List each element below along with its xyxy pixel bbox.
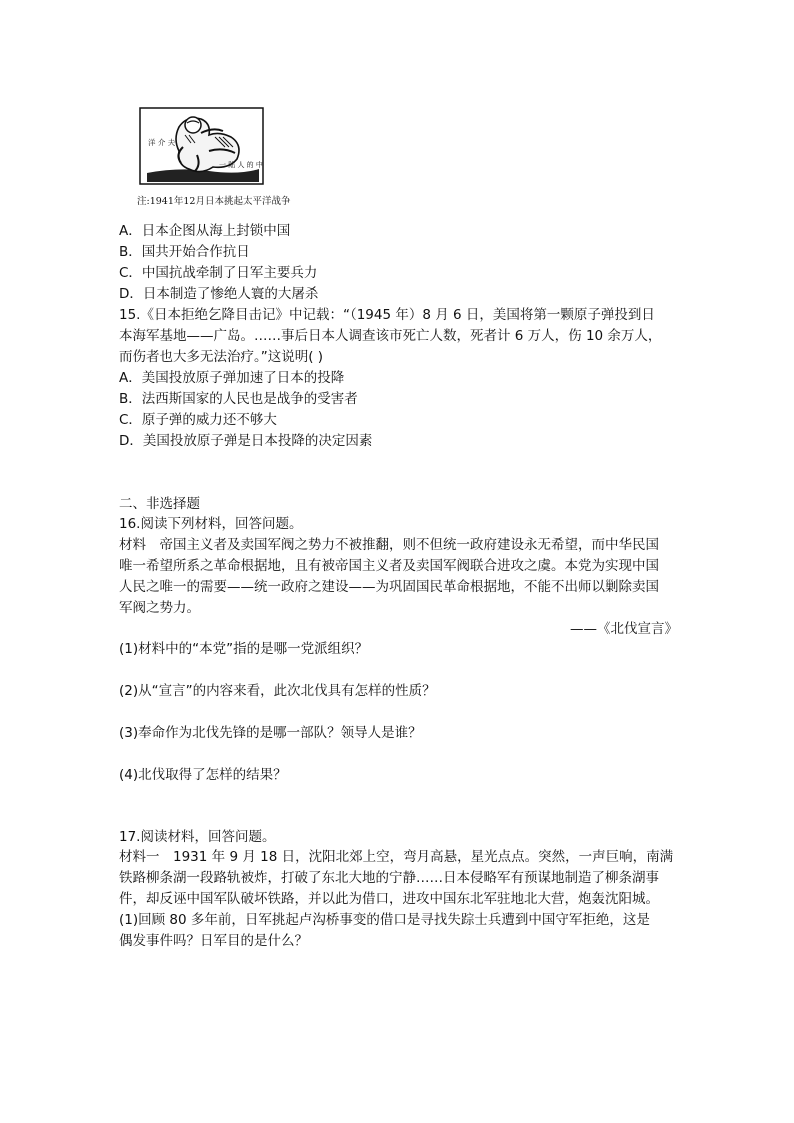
section-heading: 二、非选择题: [119, 496, 200, 512]
q14-option-b: B．国共开始合作抗日: [119, 244, 250, 260]
q15-option-b: B．法西斯国家的人民也是战争的受害者: [119, 391, 358, 407]
q17-material-line-2: 铁路柳条湖一段路轨被炸，打破了东北大地的宁静……日本侵略军有预谋地制造了柳条湖事: [119, 870, 659, 886]
q15-option-c: C．原子弹的威力还不够大: [119, 412, 277, 428]
q15-option-a: A．美国投放原子弹加速了日本的投降: [119, 370, 345, 386]
q17-question-line-1: (1)回顾 80 多年前，日军挑起卢沟桥事变的借口是寻找失踪士兵遭到中国守军拒绝，这是: [119, 912, 650, 928]
q16-question-4: (4)北伐取得了怎样的结果？: [119, 767, 287, 783]
q15-stem-line-3: 而伤者也大多无法治疗。”这说明( ): [119, 349, 324, 365]
q16-question-2: (2)从“宣言”的内容来看，此次北伐具有怎样的性质？: [119, 683, 436, 699]
q16-source: ——《北伐宣言》: [570, 621, 678, 637]
q16-question-1: (1)材料中的“本党”指的是哪一党派组织？: [119, 641, 369, 657]
cartoon-caption: 注:1941年12月日本挑起太平洋战争: [137, 196, 291, 207]
q16-intro: 16.阅读下列材料，回答问题。: [119, 516, 303, 532]
q15-option-d: D．美国投放原子弹是日本投降的决定因素: [119, 433, 373, 449]
q15-stem-line-2: 本海军基地——广岛。……事后日本人调查该市死亡人数，死者计 6 万人，伤 10 余万人，: [119, 328, 662, 344]
q17-question-line-2: 偶发事件吗？日军目的是什么？: [119, 933, 308, 949]
political-cartoon-image: [139, 107, 264, 185]
q17-intro: 17.阅读材料，回答问题。: [119, 829, 276, 845]
q17-material-line-1: 材料一 1931 年 9 月 18 日，沈阳北郊上空，弯月高悬，星光点点。突然，一声巨响，南满: [119, 849, 674, 865]
q16-material-line-3: 人民之唯一的需要——统一政府之建设——为巩固国民革命根据地，不能不出师以剿除卖国: [119, 579, 659, 595]
cartoon-left-label: 洋 介 夫: [148, 138, 176, 147]
q16-question-3: (3)奉命作为北伐先锋的是哪一部队？领导人是谁？: [119, 725, 422, 741]
q14-option-c: C．中国抗战牵制了日军主要兵力: [119, 265, 318, 281]
cartoon-right-label: 一 陆 人 的 中: [219, 161, 263, 169]
q16-material-line-2: 唯一希望所系之革命根据地，且有被帝国主义者及卖国军阀联合进攻之虞。本党为实现中国: [119, 558, 659, 574]
q17-material-line-3: 件，却反诬中国军队破坏铁路，并以此为借口，进攻中国东北军驻地北大营，炮轰沈阳城。: [119, 891, 659, 907]
q16-material-line-1: 材料 帝国主义者及卖国军阀之势力不被推翻，则不但统一政府建设永无希望，而中华民国: [119, 537, 659, 553]
q16-material-line-4: 军阀之势力。: [119, 600, 200, 616]
q15-stem-line-1: 15.《日本拒绝乞降目击记》中记载：“（1945 年）8 月 6 日，美国将第一颗原子弹投到日: [119, 307, 655, 323]
q14-option-d: D．日本制造了惨绝人寰的大屠杀: [119, 286, 319, 302]
q14-option-a: A．日本企图从海上封锁中国: [119, 223, 291, 239]
